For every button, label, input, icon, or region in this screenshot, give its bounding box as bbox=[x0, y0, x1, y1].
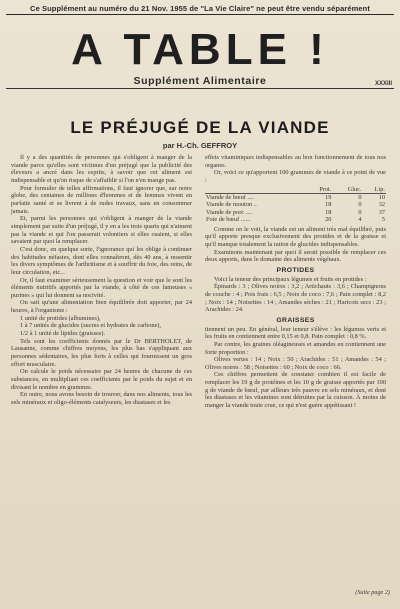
table-row bbox=[205, 194, 386, 202]
continued-note: (Suite page 2) bbox=[355, 589, 390, 596]
article-byline: par H.-Ch. GEFFROY bbox=[162, 141, 238, 150]
table-cell: Foie de bœuf ...... bbox=[206, 216, 251, 224]
paragraph: On calcule le poids nécessaire par 24 heures de chacune de ces substances, en multipliant ces coefficients par le poids du sujet et en divisant le nombre en grammes. bbox=[11, 368, 192, 391]
table-cell: 32 bbox=[378, 201, 385, 209]
section-heading-graisses: GRAISSES bbox=[276, 316, 315, 324]
table-header-row bbox=[205, 186, 386, 194]
section-heading-protides: PROTIDES bbox=[276, 266, 315, 274]
table-cell: 18 bbox=[325, 201, 332, 209]
paragraph: Tels sont les coefficients donnés par le Dr BERTHOLET, de Lausanne, comme chiffres moyens, les plus bas s'appliquant aux personnes sédentaires, les plus forts à celles qui fournissent un gros effort musculaire. bbox=[11, 337, 192, 368]
table-cell: Viande de bœuf .... bbox=[206, 194, 254, 202]
table-cell: Viande de porc .... bbox=[206, 208, 252, 216]
paragraph: Or, il faut examiner sérieusement la question et voir que le sont les éléments nutritifs apportés par la viande, à côté de ces fameuses « purines » qui lui donnent sa nocivité. bbox=[11, 276, 192, 299]
table-cell: 0 bbox=[358, 208, 362, 216]
paragraph: tiennent un peu. En général, leur teneur s'élève : les légumes verts et les fruits en contiennent entre 0,15 et 0,8. Pain complet : 0,8 %. bbox=[205, 325, 386, 341]
issue-number: XXXIII bbox=[374, 81, 392, 87]
table-cell: 0 bbox=[358, 201, 362, 209]
masthead-title: A TABLE ! bbox=[71, 25, 329, 74]
paragraph: Or, voici ce qu'apportent 100 grammes de viande à ce point de vue : bbox=[205, 169, 386, 184]
paragraph: Voici la teneur des principaux légumes et fruits en protides : bbox=[214, 275, 367, 283]
table-cell: 37 bbox=[378, 208, 385, 216]
table-row bbox=[205, 209, 386, 216]
article-title: LE PRÉJUGÉ DE LA VIANDE bbox=[70, 118, 330, 137]
paragraph: Olives vertes : 14 ; Noix : 50 ; Arachides : 51 ; Amandes : 54 ; Olives noires : 58 ; Noisettes : 60 ; Noix de coco : 66. bbox=[205, 356, 386, 371]
meat-nutrition-table bbox=[205, 186, 386, 224]
table-cell: 20 bbox=[325, 216, 332, 224]
paragraph: 1 unité de protides (albumines), bbox=[20, 314, 101, 322]
paragraph: Pour formuler de telles affirmations, il faut ignorer que, sur notre globe, des centaines de millions d'hommes et de femmes vivent en parfaite santé et se livrent à de rudes travaux, sans en consommer jamais. bbox=[11, 184, 192, 215]
masthead-subtitle: Supplément Alimentaire bbox=[133, 75, 267, 87]
masthead-rule bbox=[6, 88, 394, 89]
table-cell: 4 bbox=[358, 216, 362, 224]
table-cell: 5 bbox=[381, 216, 385, 224]
table-row bbox=[205, 201, 386, 208]
paragraph: En outre, nous avons besoin de trouver, dans nos aliments, tous les sels minéraux et oligo-éléments catalyseurs, les diastases et les bbox=[11, 391, 192, 406]
table-cell: 0 bbox=[358, 194, 362, 202]
table-cell: 18 bbox=[325, 208, 332, 216]
paragraph: On sait qu'une alimentation bien équilibrée doit apporter, par 24 heures, à l'organisme : bbox=[11, 299, 192, 315]
table-header-cell: Lip. bbox=[374, 185, 385, 193]
table-header-cell: Prot. bbox=[319, 185, 332, 193]
article-right-column bbox=[205, 154, 386, 594]
paragraph: Examinons maintenant par quoi il serait possible de remplacer ces deux apports, dans le domaine des aliments végétaux. bbox=[205, 248, 386, 264]
article-left-column bbox=[11, 154, 192, 594]
table-header-cell bbox=[205, 186, 306, 194]
paragraph: Épinards : 3 ; Olives noires : 3,2 ; Artichauts : 3,6 ; Champignons de couche : 4 ; Pois frais : 6,5 ; Noix de coco : 7,6 ; Pain complet : 8,2 ; Noix : 14 ; Noisettes : 14 ; Amandes sèches : 21 ; Haricots secs : 23 ; Arachides : 24. bbox=[205, 283, 386, 314]
paragraph: 1/2 à 1 unité de lipides (graisses). bbox=[20, 330, 106, 338]
table-cell: Viande de mouton .. bbox=[206, 201, 257, 209]
table-header-cell: Gluc. bbox=[347, 185, 362, 193]
paragraph: Par contre, les graines oléagineuses et amandes en contiennent une forte proportion : bbox=[205, 340, 386, 356]
paragraph: Ces chiffres permettent de constater combien il est facile de remplacer les 19 g de protéines et les 10 g de graisse apportés par 100 g de viande de bœuf, par ailleurs très pauvre en sels minéraux, et dont les diastases et les vitamines sont détruites par la cuisson. À moins de manger la viande toute crue, ce qui n'est guère appétissant ! bbox=[205, 371, 386, 410]
paragraph: C'est donc, en quelque sorte, l'ignorance qui les oblige à continuer des habitudes néfastes, dont elles connaîtront, dès 40 ans, à ressentir les divers symptômes de l'arthritisme et à souffrir du foie, des reins, de leur circulation, etc... bbox=[11, 245, 192, 276]
table-cell: 10 bbox=[378, 194, 385, 202]
paragraph: effets vitaminiques indispensables au bon fonctionnement de tous nos organes. bbox=[205, 154, 386, 169]
table-cell: 19 bbox=[325, 194, 332, 202]
paragraph: Il y a des quantités de personnes qui s'obligent à manger de la viande parce qu'elles sont victimes d'un préjugé que la publicité des éleveurs a ancré dans les esprits, à savoir que cet aliment est indispensable et qu'on risque de s'affaiblir si l'on n'en mange pas. bbox=[11, 154, 192, 184]
paragraph: Et, parmi les personnes qui s'obligent à manger de la viande simplement par suite d'un préjugé, il y en a les trois quarts qui n'aiment pas la viande et qui l'on passerait volontiers si elles osaient, si elles savaient par quoi la remplacer. bbox=[11, 215, 192, 246]
paragraph: Comme on le voit, la viande est un aliment très mal équilibré, puis qu'il apporte presque exclusivement des protides et de la graisse et qu'il manque totalement la ration de glucides indispensables. bbox=[205, 225, 386, 248]
paragraph: 1 à 7 unités de glucides (sucres et hydrates de carbone), bbox=[20, 322, 162, 330]
table-row bbox=[205, 216, 386, 223]
supplement-notice: Ce Supplément au numéro du 21 Nov. 1955 de "La Vie Claire" ne peut être vendu séparément bbox=[30, 4, 370, 13]
